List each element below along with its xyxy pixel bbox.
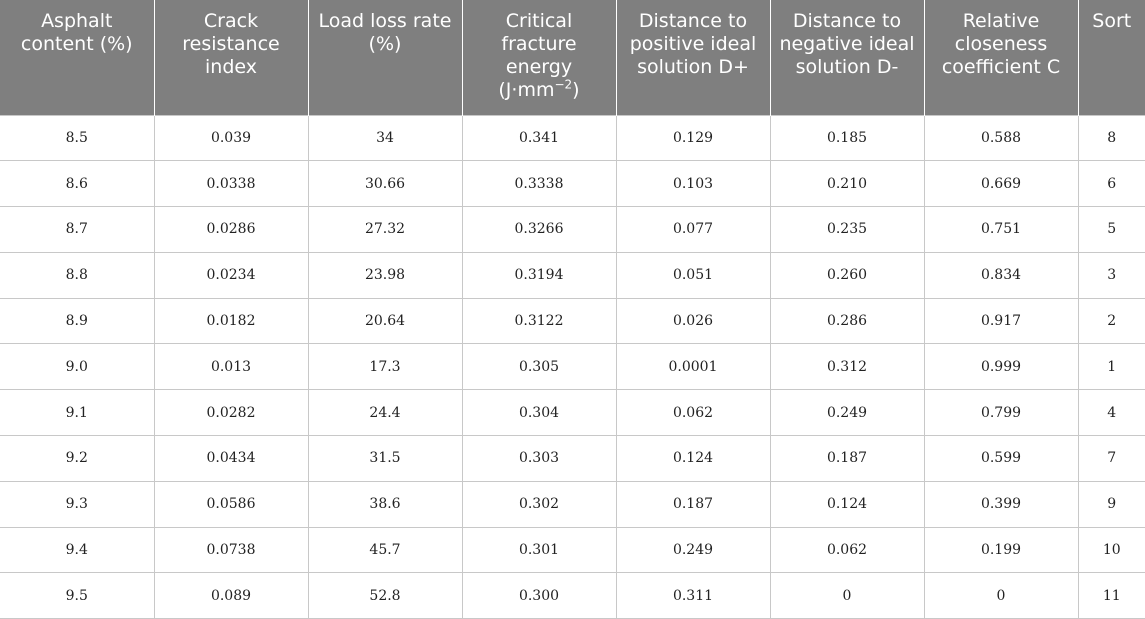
relative-closeness-cell: 0.999 xyxy=(924,344,1078,390)
distance-positive-cell: 0.129 xyxy=(616,115,770,161)
header-row xyxy=(0,0,1145,115)
crack-resistance-index-cell: 0.0738 xyxy=(154,527,308,573)
sort-cell: 5 xyxy=(1078,207,1145,253)
energy-unit-prefix: (J·mm xyxy=(498,79,555,101)
crack-resistance-index-cell: 0.0182 xyxy=(154,298,308,344)
distance-positive-cell: 0.051 xyxy=(616,252,770,298)
table-row xyxy=(0,436,1145,482)
asphalt-content-cell: 9.3 xyxy=(0,481,154,527)
distance-positive-cell: 0.249 xyxy=(616,527,770,573)
table-body xyxy=(0,115,1145,619)
header-distance-positive-ideal: Distance to positive ideal solution D+ xyxy=(616,0,770,115)
energy-unit-suffix: ) xyxy=(572,79,580,101)
relative-closeness-cell: 0.751 xyxy=(924,207,1078,253)
asphalt-content-cell: 8.7 xyxy=(0,207,154,253)
critical-fracture-energy-cell: 0.303 xyxy=(462,436,616,482)
load-loss-rate-cell: 27.32 xyxy=(308,207,462,253)
header-critical-fracture-energy-label: Critical fracture energy xyxy=(501,10,577,78)
sort-cell: 4 xyxy=(1078,390,1145,436)
sort-cell: 8 xyxy=(1078,115,1145,161)
asphalt-content-cell: 8.6 xyxy=(0,161,154,207)
header-sort: Sort xyxy=(1078,0,1145,115)
load-loss-rate-cell: 52.8 xyxy=(308,573,462,619)
crack-resistance-index-cell: 0.0434 xyxy=(154,436,308,482)
table-row xyxy=(0,252,1145,298)
sort-cell: 7 xyxy=(1078,436,1145,482)
relative-closeness-cell: 0.917 xyxy=(924,298,1078,344)
asphalt-content-cell: 8.8 xyxy=(0,252,154,298)
sort-cell: 9 xyxy=(1078,481,1145,527)
header-crack-resistance-index: Crack resistance index xyxy=(154,0,308,115)
crack-resistance-index-cell: 0.089 xyxy=(154,573,308,619)
relative-closeness-cell: 0.599 xyxy=(924,436,1078,482)
distance-positive-cell: 0.187 xyxy=(616,481,770,527)
asphalt-content-cell: 9.5 xyxy=(0,573,154,619)
sort-cell: 11 xyxy=(1078,573,1145,619)
crack-resistance-index-cell: 0.0586 xyxy=(154,481,308,527)
critical-fracture-energy-cell: 0.3266 xyxy=(462,207,616,253)
table-row xyxy=(0,298,1145,344)
distance-negative-cell: 0.185 xyxy=(770,115,924,161)
header-load-loss-rate: Load loss rate (%) xyxy=(308,0,462,115)
crack-resistance-index-cell: 0.0234 xyxy=(154,252,308,298)
critical-fracture-energy-cell: 0.3194 xyxy=(462,252,616,298)
asphalt-content-cell: 9.1 xyxy=(0,390,154,436)
load-loss-rate-cell: 17.3 xyxy=(308,344,462,390)
table-row xyxy=(0,481,1145,527)
sort-cell: 10 xyxy=(1078,527,1145,573)
distance-negative-cell: 0.210 xyxy=(770,161,924,207)
distance-positive-cell: 0.062 xyxy=(616,390,770,436)
relative-closeness-cell: 0.669 xyxy=(924,161,1078,207)
sort-cell: 3 xyxy=(1078,252,1145,298)
critical-fracture-energy-cell: 0.305 xyxy=(462,344,616,390)
crack-resistance-index-cell: 0.013 xyxy=(154,344,308,390)
sort-cell: 2 xyxy=(1078,298,1145,344)
distance-negative-cell: 0.235 xyxy=(770,207,924,253)
critical-fracture-energy-cell: 0.341 xyxy=(462,115,616,161)
relative-closeness-cell: 0.799 xyxy=(924,390,1078,436)
energy-unit xyxy=(498,79,579,101)
header-critical-fracture-energy xyxy=(462,0,616,115)
table-row xyxy=(0,344,1145,390)
table-header xyxy=(0,0,1145,115)
table-row xyxy=(0,115,1145,161)
crack-resistance-index-cell: 0.0338 xyxy=(154,161,308,207)
crack-resistance-index-cell: 0.0286 xyxy=(154,207,308,253)
distance-negative-cell: 0.249 xyxy=(770,390,924,436)
asphalt-content-cell: 9.2 xyxy=(0,436,154,482)
asphalt-content-cell: 9.4 xyxy=(0,527,154,573)
relative-closeness-cell: 0.399 xyxy=(924,481,1078,527)
distance-negative-cell: 0.286 xyxy=(770,298,924,344)
crack-resistance-index-cell: 0.0282 xyxy=(154,390,308,436)
load-loss-rate-cell: 31.5 xyxy=(308,436,462,482)
sort-cell: 1 xyxy=(1078,344,1145,390)
load-loss-rate-cell: 23.98 xyxy=(308,252,462,298)
distance-negative-cell: 0.312 xyxy=(770,344,924,390)
table-row xyxy=(0,390,1145,436)
energy-unit-exponent: −2 xyxy=(554,77,573,92)
distance-negative-cell: 0.187 xyxy=(770,436,924,482)
load-loss-rate-cell: 38.6 xyxy=(308,481,462,527)
load-loss-rate-cell: 20.64 xyxy=(308,298,462,344)
distance-negative-cell: 0.260 xyxy=(770,252,924,298)
distance-positive-cell: 0.026 xyxy=(616,298,770,344)
relative-closeness-cell: 0.588 xyxy=(924,115,1078,161)
critical-fracture-energy-cell: 0.301 xyxy=(462,527,616,573)
critical-fracture-energy-cell: 0.3122 xyxy=(462,298,616,344)
critical-fracture-energy-cell: 0.302 xyxy=(462,481,616,527)
distance-positive-cell: 0.0001 xyxy=(616,344,770,390)
critical-fracture-energy-cell: 0.3338 xyxy=(462,161,616,207)
distance-positive-cell: 0.311 xyxy=(616,573,770,619)
asphalt-content-cell: 8.9 xyxy=(0,298,154,344)
asphalt-content-cell: 8.5 xyxy=(0,115,154,161)
table-row xyxy=(0,207,1145,253)
critical-fracture-energy-cell: 0.300 xyxy=(462,573,616,619)
sort-cell: 6 xyxy=(1078,161,1145,207)
load-loss-rate-cell: 34 xyxy=(308,115,462,161)
table-row xyxy=(0,527,1145,573)
distance-negative-cell: 0.062 xyxy=(770,527,924,573)
asphalt-content-cell: 9.0 xyxy=(0,344,154,390)
table-row xyxy=(0,573,1145,619)
load-loss-rate-cell: 30.66 xyxy=(308,161,462,207)
header-asphalt-content: Asphalt content (%) xyxy=(0,0,154,115)
relative-closeness-cell: 0.199 xyxy=(924,527,1078,573)
relative-closeness-cell: 0 xyxy=(924,573,1078,619)
distance-positive-cell: 0.103 xyxy=(616,161,770,207)
table-row xyxy=(0,161,1145,207)
relative-closeness-cell: 0.834 xyxy=(924,252,1078,298)
distance-positive-cell: 0.077 xyxy=(616,207,770,253)
load-loss-rate-cell: 24.4 xyxy=(308,390,462,436)
crack-resistance-index-cell: 0.039 xyxy=(154,115,308,161)
distance-negative-cell: 0 xyxy=(770,573,924,619)
load-loss-rate-cell: 45.7 xyxy=(308,527,462,573)
header-relative-closeness: Relative closeness coefficient C xyxy=(924,0,1078,115)
critical-fracture-energy-cell: 0.304 xyxy=(462,390,616,436)
header-distance-negative-ideal: Distance to negative ideal solution D- xyxy=(770,0,924,115)
distance-positive-cell: 0.124 xyxy=(616,436,770,482)
distance-negative-cell: 0.124 xyxy=(770,481,924,527)
